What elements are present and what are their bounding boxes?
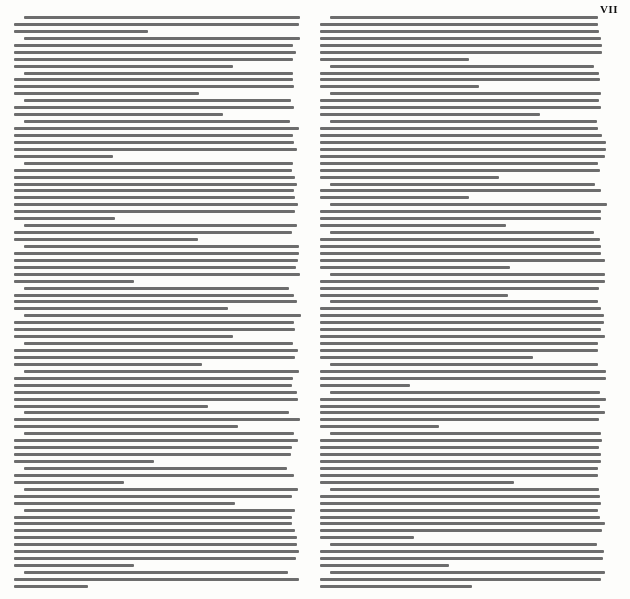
text-line xyxy=(320,446,599,449)
text-line xyxy=(320,23,598,26)
text-line xyxy=(320,557,603,560)
text-line xyxy=(320,252,601,255)
text-line xyxy=(320,37,601,40)
text-line xyxy=(320,349,598,352)
text-line xyxy=(320,224,506,227)
text-line xyxy=(14,405,208,408)
text-line xyxy=(14,203,298,206)
text-line xyxy=(14,231,292,234)
text-line xyxy=(14,155,113,158)
text-line xyxy=(320,176,499,179)
text-line xyxy=(330,16,598,19)
text-line xyxy=(14,210,295,213)
text-line xyxy=(320,495,600,498)
text-line xyxy=(24,571,288,574)
text-line xyxy=(14,65,233,68)
text-line xyxy=(14,418,300,421)
text-line xyxy=(24,224,297,227)
text-line xyxy=(14,266,296,269)
text-line xyxy=(14,529,295,532)
text-line xyxy=(14,453,291,456)
text-line xyxy=(14,134,293,137)
text-line xyxy=(330,231,594,234)
text-line xyxy=(14,106,294,109)
text-line xyxy=(320,467,598,470)
text-line xyxy=(14,335,233,338)
text-line xyxy=(14,30,148,33)
text-line xyxy=(14,307,228,310)
text-line xyxy=(330,92,601,95)
text-line xyxy=(330,203,607,206)
text-line xyxy=(14,585,88,588)
text-line xyxy=(14,44,293,47)
text-line xyxy=(320,418,599,421)
text-line xyxy=(14,578,299,581)
text-line xyxy=(320,425,439,428)
text-line xyxy=(14,183,297,186)
text-line xyxy=(320,189,601,192)
text-line xyxy=(320,72,599,75)
text-line xyxy=(14,516,292,519)
text-line xyxy=(24,411,289,414)
text-line xyxy=(320,335,605,338)
text-line xyxy=(320,30,599,33)
text-line xyxy=(320,217,601,220)
text-line xyxy=(24,162,293,165)
text-line xyxy=(14,460,154,463)
text-line xyxy=(24,314,301,317)
text-line xyxy=(14,196,295,199)
text-line xyxy=(320,550,604,553)
text-line xyxy=(24,245,299,248)
text-line xyxy=(14,273,300,276)
text-line xyxy=(320,245,601,248)
text-line xyxy=(330,488,599,491)
text-line xyxy=(14,495,292,498)
text-line xyxy=(320,238,600,241)
text-line xyxy=(320,169,600,172)
text-line xyxy=(14,328,295,331)
text-line xyxy=(320,314,604,317)
text-line xyxy=(330,120,597,123)
text-line xyxy=(320,411,605,414)
text-line xyxy=(14,384,292,387)
text-line xyxy=(320,585,472,588)
text-line xyxy=(320,529,602,532)
text-line xyxy=(14,536,297,539)
text-line xyxy=(24,37,300,40)
text-line xyxy=(330,65,594,68)
text-line xyxy=(320,502,601,505)
text-line xyxy=(14,522,292,525)
text-line xyxy=(14,321,294,324)
text-line xyxy=(320,99,599,102)
text-line xyxy=(320,85,479,88)
text-line xyxy=(24,342,293,345)
text-line xyxy=(320,474,598,477)
text-column-right xyxy=(320,16,606,592)
text-line xyxy=(320,307,601,310)
text-line xyxy=(14,148,297,151)
text-line xyxy=(24,370,299,373)
text-line xyxy=(320,134,602,137)
text-line xyxy=(320,564,449,567)
text-line xyxy=(320,328,601,331)
text-line xyxy=(14,113,223,116)
text-line xyxy=(14,398,298,401)
text-line xyxy=(320,51,602,54)
text-line xyxy=(320,44,602,47)
text-line xyxy=(24,72,293,75)
text-line xyxy=(330,432,601,435)
text-line xyxy=(24,99,291,102)
text-line xyxy=(14,23,299,26)
text-line xyxy=(320,141,606,144)
text-line xyxy=(320,58,469,61)
text-line xyxy=(14,189,294,192)
text-line xyxy=(320,453,601,456)
text-line xyxy=(320,481,514,484)
text-line xyxy=(320,210,601,213)
text-line xyxy=(14,446,292,449)
text-line xyxy=(14,425,238,428)
text-line xyxy=(320,509,598,512)
text-line xyxy=(14,280,134,283)
text-line xyxy=(14,85,294,88)
text-line xyxy=(24,509,295,512)
text-line xyxy=(320,78,600,81)
text-line xyxy=(14,564,134,567)
text-line xyxy=(14,141,294,144)
text-line xyxy=(14,78,293,81)
text-line xyxy=(320,405,600,408)
text-line xyxy=(24,16,300,19)
text-line xyxy=(320,155,605,158)
text-line xyxy=(24,488,298,491)
text-line xyxy=(14,557,296,560)
text-line xyxy=(14,127,299,130)
text-line xyxy=(320,127,598,130)
text-line xyxy=(320,259,605,262)
text-line xyxy=(330,543,597,546)
text-line xyxy=(14,92,199,95)
text-line xyxy=(14,391,297,394)
text-line xyxy=(14,481,124,484)
text-line xyxy=(24,467,287,470)
text-line xyxy=(320,321,604,324)
text-line xyxy=(320,384,410,387)
text-line xyxy=(320,370,606,373)
text-line xyxy=(14,51,296,54)
text-line xyxy=(330,391,600,394)
text-line xyxy=(14,252,299,255)
text-line xyxy=(330,183,595,186)
text-line xyxy=(320,294,508,297)
text-line xyxy=(320,287,599,290)
text-column-left xyxy=(14,16,300,592)
text-line xyxy=(320,398,606,401)
text-line xyxy=(14,474,294,477)
text-line xyxy=(14,300,297,303)
text-line xyxy=(330,273,605,276)
text-line xyxy=(320,536,414,539)
text-line xyxy=(14,259,298,262)
text-line xyxy=(320,113,540,116)
text-line xyxy=(330,571,605,574)
text-line xyxy=(14,217,115,220)
text-line xyxy=(320,377,606,380)
text-line xyxy=(14,363,202,366)
text-line xyxy=(320,148,606,151)
text-line xyxy=(320,266,510,269)
text-line xyxy=(320,196,469,199)
text-line xyxy=(320,280,605,283)
text-line xyxy=(24,120,290,123)
text-line xyxy=(14,439,298,442)
text-line xyxy=(320,162,598,165)
text-line xyxy=(320,342,598,345)
text-line xyxy=(24,432,294,435)
text-line xyxy=(330,300,598,303)
text-line xyxy=(14,294,294,297)
text-line xyxy=(320,356,533,359)
text-line xyxy=(14,550,299,553)
text-line xyxy=(14,349,298,352)
text-line xyxy=(14,377,293,380)
text-line xyxy=(14,176,295,179)
text-line xyxy=(320,578,601,581)
text-line xyxy=(320,516,600,519)
text-line xyxy=(320,460,601,463)
text-line xyxy=(320,522,605,525)
text-line xyxy=(14,502,235,505)
text-line xyxy=(24,287,289,290)
text-line xyxy=(14,58,293,61)
text-line xyxy=(14,356,295,359)
text-line xyxy=(14,169,292,172)
page-number: VII xyxy=(599,4,618,16)
text-line xyxy=(320,106,601,109)
text-line xyxy=(320,439,602,442)
text-line xyxy=(330,363,598,366)
text-line xyxy=(14,543,297,546)
text-line xyxy=(14,238,198,241)
